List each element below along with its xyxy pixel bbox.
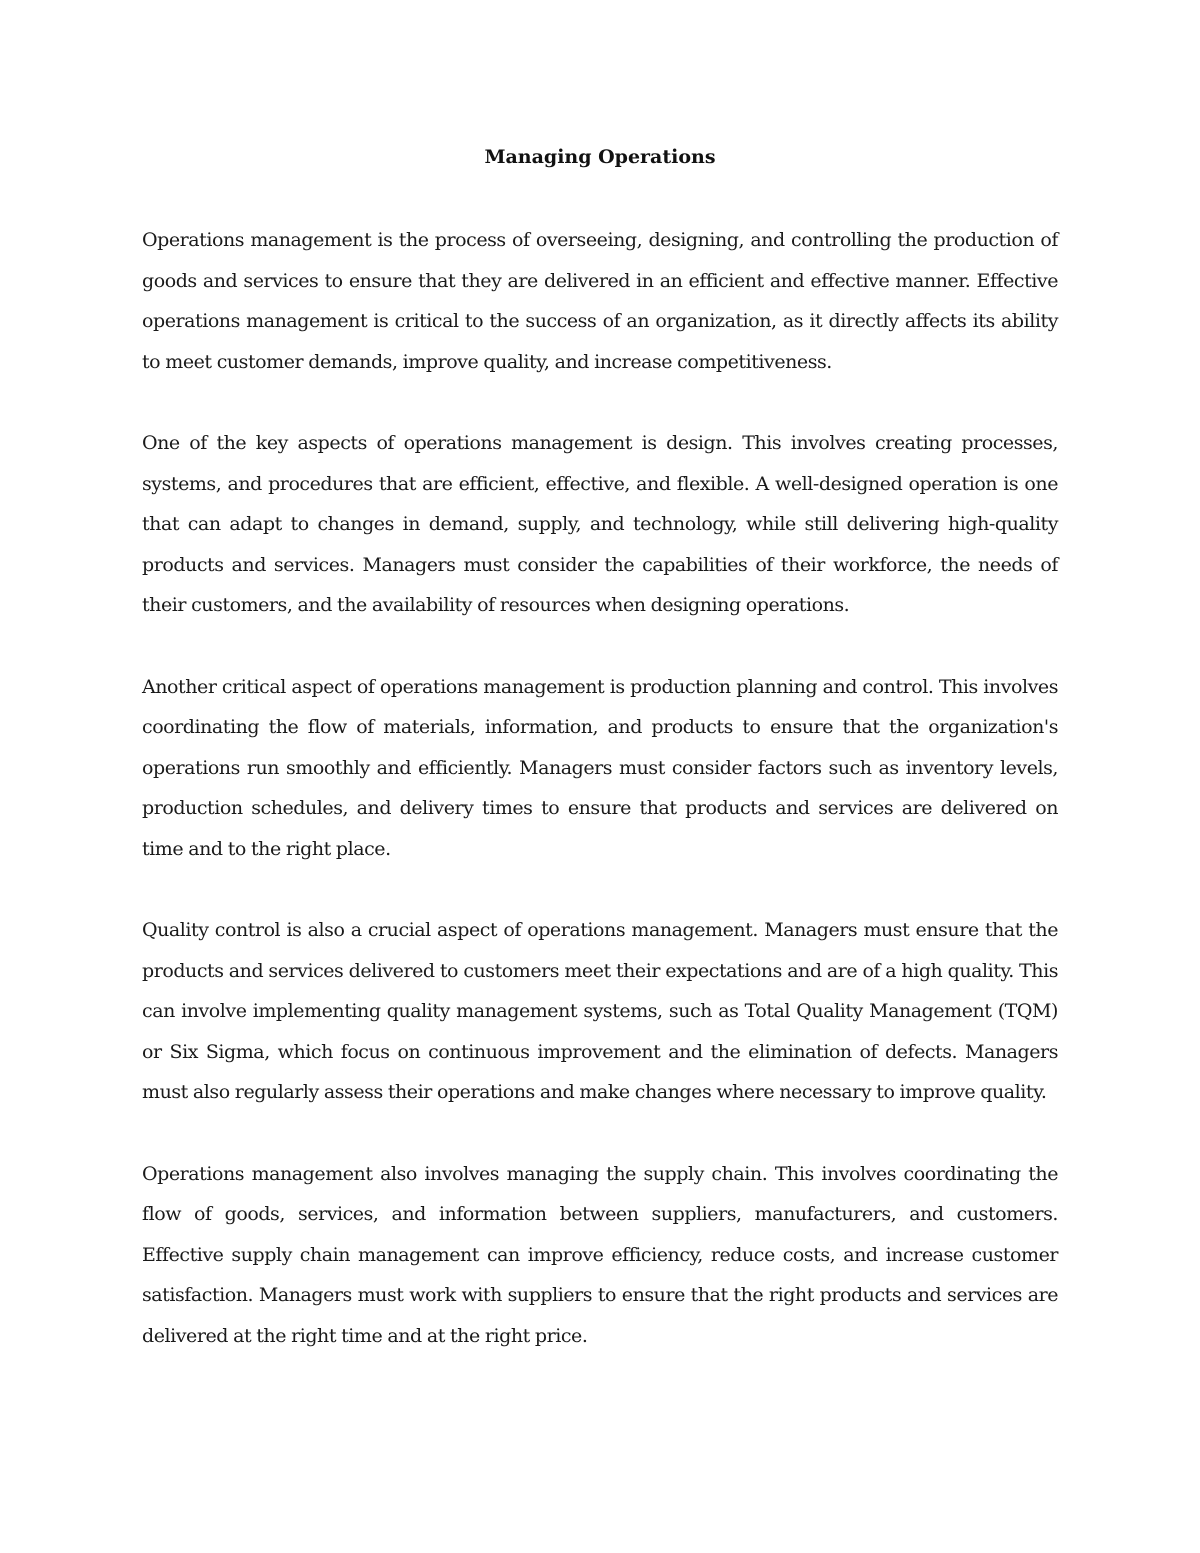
paragraph-production-planning: Another critical aspect of operations management is production planning and control. This involves coordinating the flow of materials, information, and products to ensure that the organization's operations run smoothly and efficiently. Managers must consider factors such as inventory levels, production schedules, and delivery times to ensure that products and services are delivered on time and to the right place.: [142, 675, 1058, 860]
document-body: [142, 220, 1058, 1397]
paragraph-intro: Operations management is the process of overseeing, designing, and controlling the production of goods and services to ensure that they are delivered in an efficient and effective manner. Effective operations management is critical to the success of an organization, as it directly affects its ability to meet customer demands, improve quality, and increase competitiveness.: [142, 229, 1058, 373]
paragraph-supply-chain: Operations management also involves managing the supply chain. This involves coordinating the flow of goods, services, and information between suppliers, manufacturers, and customers. Effective supply chain management can improve efficiency, reduce costs, and increase customer satisfaction. Managers must work with suppliers to ensure that the right products and services are delivered at the right time and at the right price.: [142, 1162, 1058, 1348]
page-title: Managing Operations: [484, 146, 716, 168]
paragraph-quality-control: Quality control is also a crucial aspect of operations management. Managers must ensure that the products and services delivered to customers meet their expectations and are of a high quality. This can involve implementing quality management systems, such as Total Quality Management (TQM) or Six Sigma, which focus on continuous improvement and the elimination of defects. Managers must also regularly assess their operations and make changes where necessary to improve quality.: [142, 919, 1058, 1104]
paragraph-design: One of the key aspects of operations management is design. This involves creating processes, systems, and procedures that are efficient, effective, and flexible. A well-designed operation is one that can adapt to changes in demand, supply, and technology, while still delivering high-quality products and services. Managers must consider the capabilities of their workforce, the needs of their customers, and the availability of resources when designing operations.: [142, 431, 1058, 617]
